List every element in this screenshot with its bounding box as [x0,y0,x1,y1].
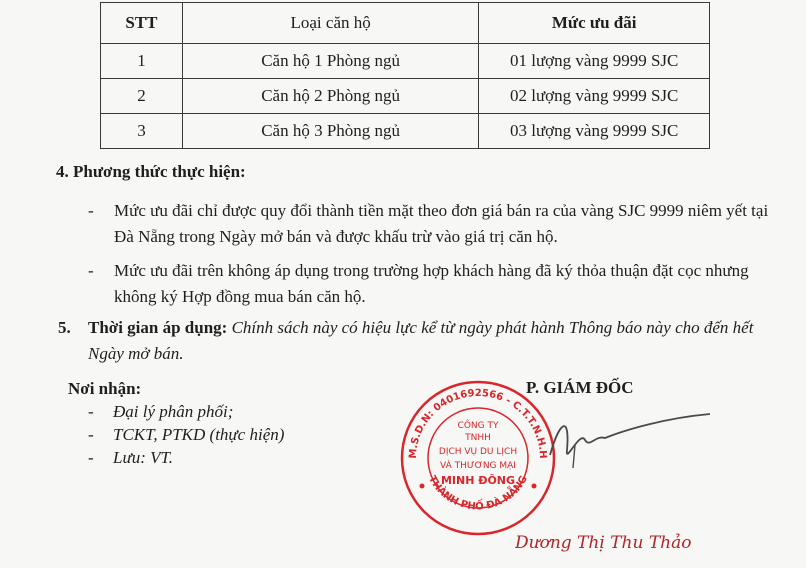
recipient-text: Lưu: VT. [113,448,173,467]
table-row [101,44,710,79]
seal-line-4: VÀ THƯƠNG MẠI [440,461,516,471]
cell-apartment-type: Căn hộ 2 Phòng ngủ [182,79,478,114]
table-row [101,114,710,149]
cell-incentive: 02 lượng vàng 9999 SJC [479,79,710,114]
cell-stt: 3 [101,114,183,149]
section-5-heading: Thời gian áp dụng: [88,318,228,337]
seal-line-1: CÔNG TY [457,421,499,431]
table-row [101,79,710,114]
seal-ring-top: M.S.D.N: 0401692566 - C.T.T.N.H.H [407,387,549,459]
signatory-name [515,520,695,560]
cell-incentive: 01 lượng vàng 9999 SJC [479,44,710,79]
signature-scribble [545,410,715,470]
cell-stt: 1 [101,44,183,79]
seal-line-3: DỊCH VỤ DU LỊCH [438,447,518,457]
bullet-dash: - [88,261,94,280]
section-5 [58,315,788,367]
seal-line-2: TNHH [465,433,491,443]
cell-apartment-type: Căn hộ 3 Phòng ngủ [182,114,478,149]
header-incentive: Mức ưu đãi [479,3,710,44]
company-seal [398,378,558,538]
signatory-title: P. GIÁM ĐỐC [526,378,634,397]
cell-apartment-type: Căn hộ 1 Phòng ngủ [182,44,478,79]
recipient-item: - Lưu: VT. [88,448,173,467]
section-5-number: 5. [58,318,71,337]
recipient-text: TCKT, PTKD (thực hiện) [113,425,285,444]
recipient-item: - TCKT, PTKD (thực hiện) [88,425,285,444]
header-apartment-type: Loại căn hộ [182,3,478,44]
bullet-dash: - [88,201,94,220]
section-4-heading: 4. Phương thức thực hiện: [56,162,246,181]
section-5-text: Chính sách này có hiệu lực kể từ ngày phát hành Thông báo này cho đến hết Ngày mở bán. [88,318,754,363]
recipients-title: Nơi nhận: [68,379,142,398]
header-stt: STT [101,3,183,44]
recipient-item: - Đại lý phân phối; [88,402,234,421]
section-4-bullet-1 [88,198,788,250]
seal-ring-bottom: THÀNH PHỐ ĐÀ NẴNG [426,474,530,513]
section-4-bullet-2 [88,258,788,310]
recipient-text: Đại lý phân phối; [113,402,234,421]
cell-stt: 2 [101,79,183,114]
seal-line-5: MINH ĐÔNG [440,474,516,487]
offer-table [100,2,710,149]
bullet-text: Mức ưu đãi trên không áp dụng trong trường hợp khách hàng đã ký thỏa thuận đặt cọc nhưng không ký Hợp đồng mua bán căn hộ. [114,261,749,306]
cell-incentive: 03 lượng vàng 9999 SJC [479,114,710,149]
svg-text:Dương Thị Thu Thảo: Dương Thị Thu Thảo [515,533,692,553]
table-header-row [101,3,710,44]
bullet-text: Mức ưu đãi chỉ được quy đổi thành tiền mặt theo đơn giá bán ra của vàng SJC 9999 niêm yết tại Đà Nẵng trong Ngày mở bán và được khấu trừ vào giá trị căn hộ. [114,201,769,246]
